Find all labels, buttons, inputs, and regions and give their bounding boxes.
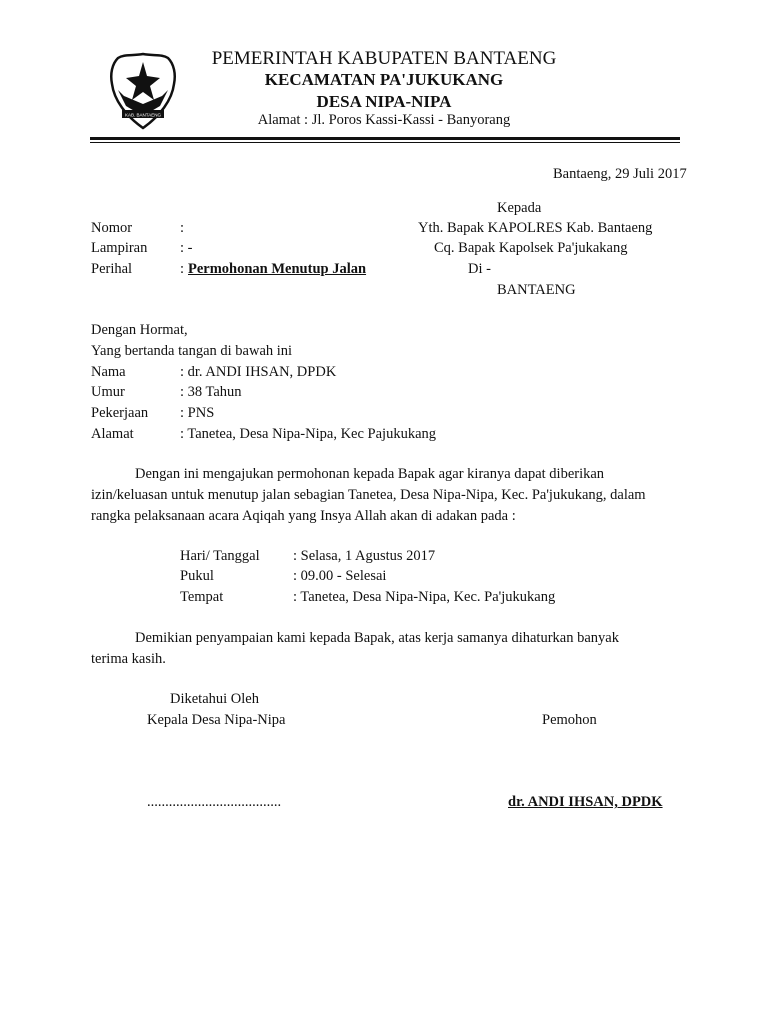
known-by: Diketahui Oleh	[170, 691, 259, 707]
letterhead-divider-thin	[90, 142, 680, 143]
letter-date: Bantaeng, 29 Juli 2017	[553, 166, 687, 182]
perihal-value: Permohonan Menutup Jalan	[188, 261, 367, 277]
event-label: Hari/ Tanggal	[180, 548, 260, 564]
field-value: : PNS	[180, 405, 215, 421]
event-label: Tempat	[180, 589, 224, 605]
logo-text: KAB. BANTAENG	[125, 112, 161, 118]
event-label: Pukul	[180, 568, 214, 584]
field-value: : dr. ANDI IHSAN, DPDK	[180, 364, 337, 380]
village-head-title: Kepala Desa Nipa-Nipa	[147, 712, 286, 728]
event-value: : Tanetea, Desa Nipa-Nipa, Kec. Pa'jukukang	[293, 589, 556, 605]
applicant-label: Pemohon	[542, 712, 597, 728]
lampiran-value: : -	[180, 240, 193, 256]
applicant-name: dr. ANDI IHSAN, DPDK	[508, 794, 663, 810]
letterhead-line1: PEMERINTAH KABUPATEN BANTAENG	[211, 48, 557, 69]
recipient-line3: Di -	[468, 261, 491, 277]
closing-line: terima kasih.	[91, 651, 166, 667]
nomor-value: :	[180, 220, 185, 236]
letterhead-address: Alamat : Jl. Poros Kassi-Kassi - Banyorang	[257, 112, 511, 128]
letterhead-line2: KECAMATAN PA'JUKUKANG	[264, 70, 504, 89]
field-label: Pekerjaan	[91, 405, 149, 421]
intro-text: Yang bertanda tangan di bawah ini	[91, 343, 293, 359]
event-value: : Selasa, 1 Agustus 2017	[293, 548, 436, 564]
perihal-colon: :	[180, 261, 185, 277]
event-value: : 09.00 - Selesai	[293, 568, 387, 584]
field-value: : Tanetea, Desa Nipa-Nipa, Kec Pajukukang	[180, 426, 437, 442]
paragraph-line: rangka pelaksanaan acara Aqiqah yang Insya Allah akan di adakan pada :	[91, 508, 516, 524]
recipient-kepada: Kepada	[497, 200, 542, 216]
perihal-label: Perihal	[91, 261, 133, 277]
letterhead-divider-thick	[90, 137, 680, 140]
signature-dots: .....................................	[147, 794, 282, 810]
closing-line: Demikian penyampaian kami kepada Bapak, atas kerja samanya dihaturkan banyak	[135, 630, 619, 646]
field-label: Alamat	[91, 426, 134, 442]
field-label: Umur	[91, 384, 125, 400]
lampiran-label: Lampiran	[91, 240, 148, 256]
paragraph-line: Dengan ini mengajukan permohonan kepada Bapak agar kiranya dapat diberikan	[135, 466, 605, 482]
recipient-line2: Cq. Bapak Kapolsek Pa'jukakang	[434, 240, 628, 256]
field-label: Nama	[91, 364, 126, 380]
greeting: Dengan Hormat,	[91, 322, 188, 338]
recipient-line4: BANTAENG	[497, 282, 576, 298]
nomor-label: Nomor	[91, 220, 133, 236]
letterhead-line3: DESA NIPA-NIPA	[316, 92, 452, 111]
field-value: : 38 Tahun	[180, 384, 242, 400]
recipient-line1: Yth. Bapak KAPOLRES Kab. Bantaeng	[418, 220, 653, 236]
paragraph-line: izin/keluasan untuk menutup jalan sebagian Tanetea, Desa Nipa-Nipa, Kec. Pa'jukukang, dalam	[91, 487, 646, 503]
